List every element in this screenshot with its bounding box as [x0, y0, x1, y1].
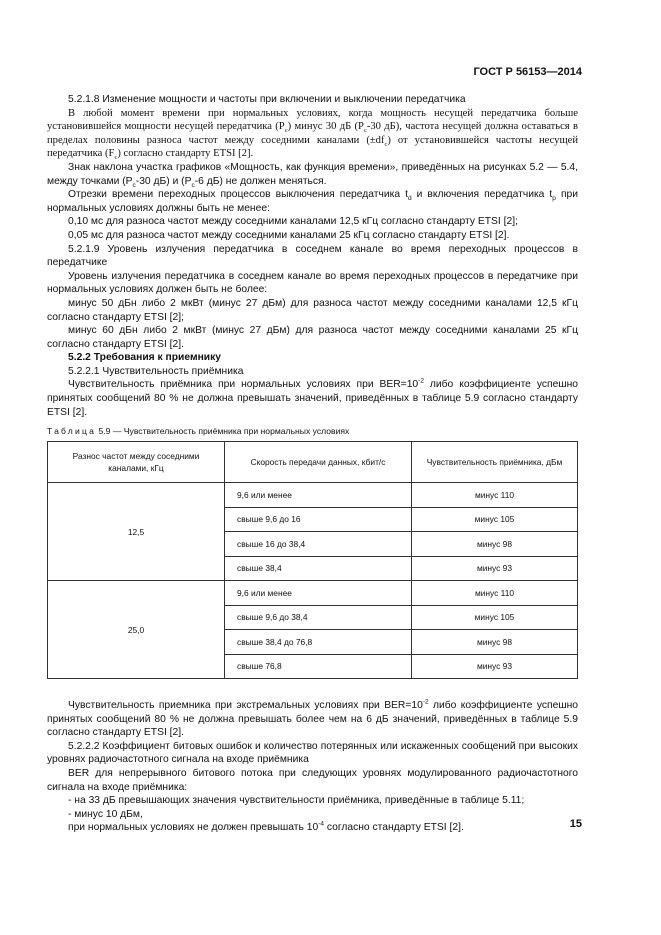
- cell-data-rate: свыше 9,6 до 38,4: [225, 605, 412, 630]
- cell-data-rate: свыше 76,8: [225, 654, 412, 679]
- paragraph: [47, 270, 578, 297]
- paragraph: [47, 767, 578, 794]
- page-number: 15: [569, 818, 582, 830]
- paragraph-text: -30 дБ), частота несущей должна оставаться в пределах половины разноса частот между соседними каналами (±df: [47, 121, 578, 146]
- paragraph: [47, 297, 578, 324]
- paragraph-text: BER для непрерывного битового потока при следующих уровнях модулированного радиочастотного сигнала на входе приёмника:: [47, 767, 578, 793]
- paragraph-text: -2: [422, 698, 429, 706]
- col-header-spacing: Разнос частот между соседними каналами, кГц: [48, 442, 225, 483]
- paragraph-text: либо коэффициенте успешно принятых сообщений 80 % не должна превышать более чем на 6 дБ значений, приведённых в таблице 5.9 согласно стандарту ETSI [2].: [47, 700, 578, 739]
- paragraph-text: Чувствительность приемника при экстремальных условиях при BER=10: [68, 700, 423, 711]
- paragraph: [47, 243, 578, 270]
- paragraph: [47, 188, 578, 215]
- paragraph-text: c: [132, 181, 136, 189]
- cell-sensitivity: минус 98: [412, 630, 578, 655]
- table-row: [48, 483, 578, 508]
- paragraph-text: Уровень излучения передатчика в соседнем канале во время переходных процессов в передатчике при нормальных условиях должен быть не более:: [47, 270, 578, 296]
- paragraph-text: c: [191, 181, 195, 189]
- table-header-row: [48, 442, 578, 483]
- paragraph-text: 5.2.2.1 Чувствительность приёмника: [68, 365, 244, 377]
- cell-data-rate: свыше 38,4 до 76,8: [225, 630, 412, 655]
- cell-data-rate: 9,6 или менее: [225, 581, 412, 606]
- paragraph-text: -6 дБ) не должен меняться.: [194, 175, 327, 187]
- paragraph-text: минус 60 дБн либо 2 мкВт (минус 27 дБм) для разноса частот между соседними каналами 25 кГц согласно стандарту ETSI [2].: [47, 325, 578, 350]
- paragraph-text: В любой момент времени при нормальных условиях, когда мощность несущей передатчика больше установившейся мощности несущей передатчика (P: [47, 107, 578, 133]
- paragraph-text: Отрезки времени переходных процессов выключения передатчика t: [68, 189, 408, 201]
- paragraph-text: -2: [418, 378, 424, 386]
- paragraph-text: 5.2.1.8 Изменение мощности и частоты при включении и выключении передатчика: [68, 94, 466, 105]
- paragraph: [47, 229, 578, 243]
- cell-channel-spacing: 25,0: [48, 581, 225, 679]
- table-caption: [47, 426, 349, 436]
- document-header-id: ГОСТ Р 56153—2014: [473, 66, 582, 78]
- paragraph: [47, 107, 578, 161]
- paragraph-text: - минус 10 дБм,: [68, 808, 143, 820]
- paragraph-text: 5.2.2.2 Коэффициент битовых ошибок и количество потерянных или искаженных сообщений при высоких уровнях радиочастотного сигнала на входе приёмника: [47, 740, 578, 766]
- paragraph: [47, 93, 578, 107]
- paragraph: [47, 161, 578, 188]
- paragraph: [47, 794, 578, 808]
- paragraph-text: ) минус 30 дБ (P: [287, 121, 364, 133]
- paragraph-text: ) от установившейся частоты несущей передатчика (F: [47, 134, 579, 160]
- paragraph-text: ) согласно стандарту ETSI [2].: [117, 148, 254, 160]
- cell-sensitivity: минус 110: [412, 581, 578, 606]
- paragraph-text: Чувствительность приёмника при нормальных условиях при BER=10: [68, 379, 419, 391]
- cell-data-rate: свыше 16 до 38,4: [225, 532, 412, 557]
- cell-sensitivity: минус 105: [412, 605, 578, 630]
- paragraph-text: 5.2.2 Требования к приемнику: [68, 352, 222, 364]
- paragraph: [47, 351, 578, 365]
- table-caption-prefix: Таблица: [47, 426, 97, 436]
- cell-sensitivity: минус 93: [412, 556, 578, 581]
- paragraph-text: - на 33 дБ превышающих значения чувствительности приёмника, приведённые в таблице 5.11;: [68, 795, 525, 807]
- paragraph: [47, 699, 578, 740]
- cell-data-rate: свыше 38,4: [225, 556, 412, 581]
- cell-sensitivity: минус 93: [412, 654, 578, 679]
- paragraph-text: при нормальных условиях не должен превышать 10: [68, 822, 319, 834]
- col-header-sensitivity: Чувствительность приёмника, дБм: [412, 442, 578, 483]
- paragraph-text: и включения передатчика t: [411, 189, 553, 201]
- paragraph: [47, 740, 578, 767]
- paragraph: [47, 378, 578, 419]
- cell-data-rate: свыше 9,6 до 16: [225, 507, 412, 532]
- paragraph: [47, 821, 578, 835]
- paragraph-text: c: [384, 140, 388, 148]
- paragraph-text: либо коэффициенте успешно принятых сообщений 80 % не должна превышать значений, приведённых в таблице 5.9 согласно стандарту ETSI [2].: [47, 379, 578, 418]
- paragraph-text: -4: [318, 820, 324, 828]
- paragraph-text: -30 дБ) и (P: [135, 175, 192, 187]
- bottom-text-block: [47, 699, 578, 835]
- paragraph-text: 0,10 мс для разноса частот между соседними каналами 12,5 кГц согласно стандарту ETSI [2];: [68, 216, 518, 228]
- paragraph-text: p: [552, 195, 556, 203]
- paragraph-text: 0,05 мс для разноса частот между соседними каналами 25 кГц согласно стандарту ETSI [2].: [68, 229, 510, 241]
- paragraph: [47, 215, 578, 229]
- cell-sensitivity: минус 110: [412, 483, 578, 508]
- cell-channel-spacing: 12,5: [48, 483, 225, 581]
- paragraph: [47, 365, 578, 379]
- paragraph: [47, 808, 578, 822]
- paragraph-text: при нормальных условиях должны быть не менее:: [47, 189, 578, 214]
- cell-sensitivity: минус 98: [412, 532, 578, 557]
- paragraph-text: c: [363, 127, 367, 135]
- cell-data-rate: 9,6 или менее: [225, 483, 412, 508]
- table-caption-text: 5.9 — Чувствительность приёмника при нормальных условиях: [96, 426, 350, 436]
- paragraph-text: c: [114, 154, 118, 162]
- paragraph-text: d: [407, 195, 412, 203]
- paragraph-text: c: [284, 127, 288, 135]
- paragraph-text: Знак наклона участка графиков «Мощность, как функция времени», приведённых на рисунках 5.2 — 5.4, между точками (P: [47, 161, 578, 187]
- col-header-rate: Скорость передачи данных, кбит/с: [225, 442, 412, 483]
- table-row: [48, 581, 578, 606]
- paragraph-text: 5.2.1.9 Уровень излучения передатчика в соседнем канале во время переходных процессов в передатчике: [47, 243, 578, 269]
- paragraph-text: минус 50 дБн либо 2 мкВт (минус 27 дБм) для разноса частот между соседними каналами 12,5 кГц согласно стандарту ETSI [2];: [47, 297, 578, 323]
- paragraph: [47, 324, 578, 351]
- cell-sensitivity: минус 105: [412, 507, 578, 532]
- top-text-block: [47, 93, 578, 419]
- sensitivity-table: [47, 441, 578, 679]
- paragraph-text: согласно стандарту ETSI [2].: [323, 822, 464, 834]
